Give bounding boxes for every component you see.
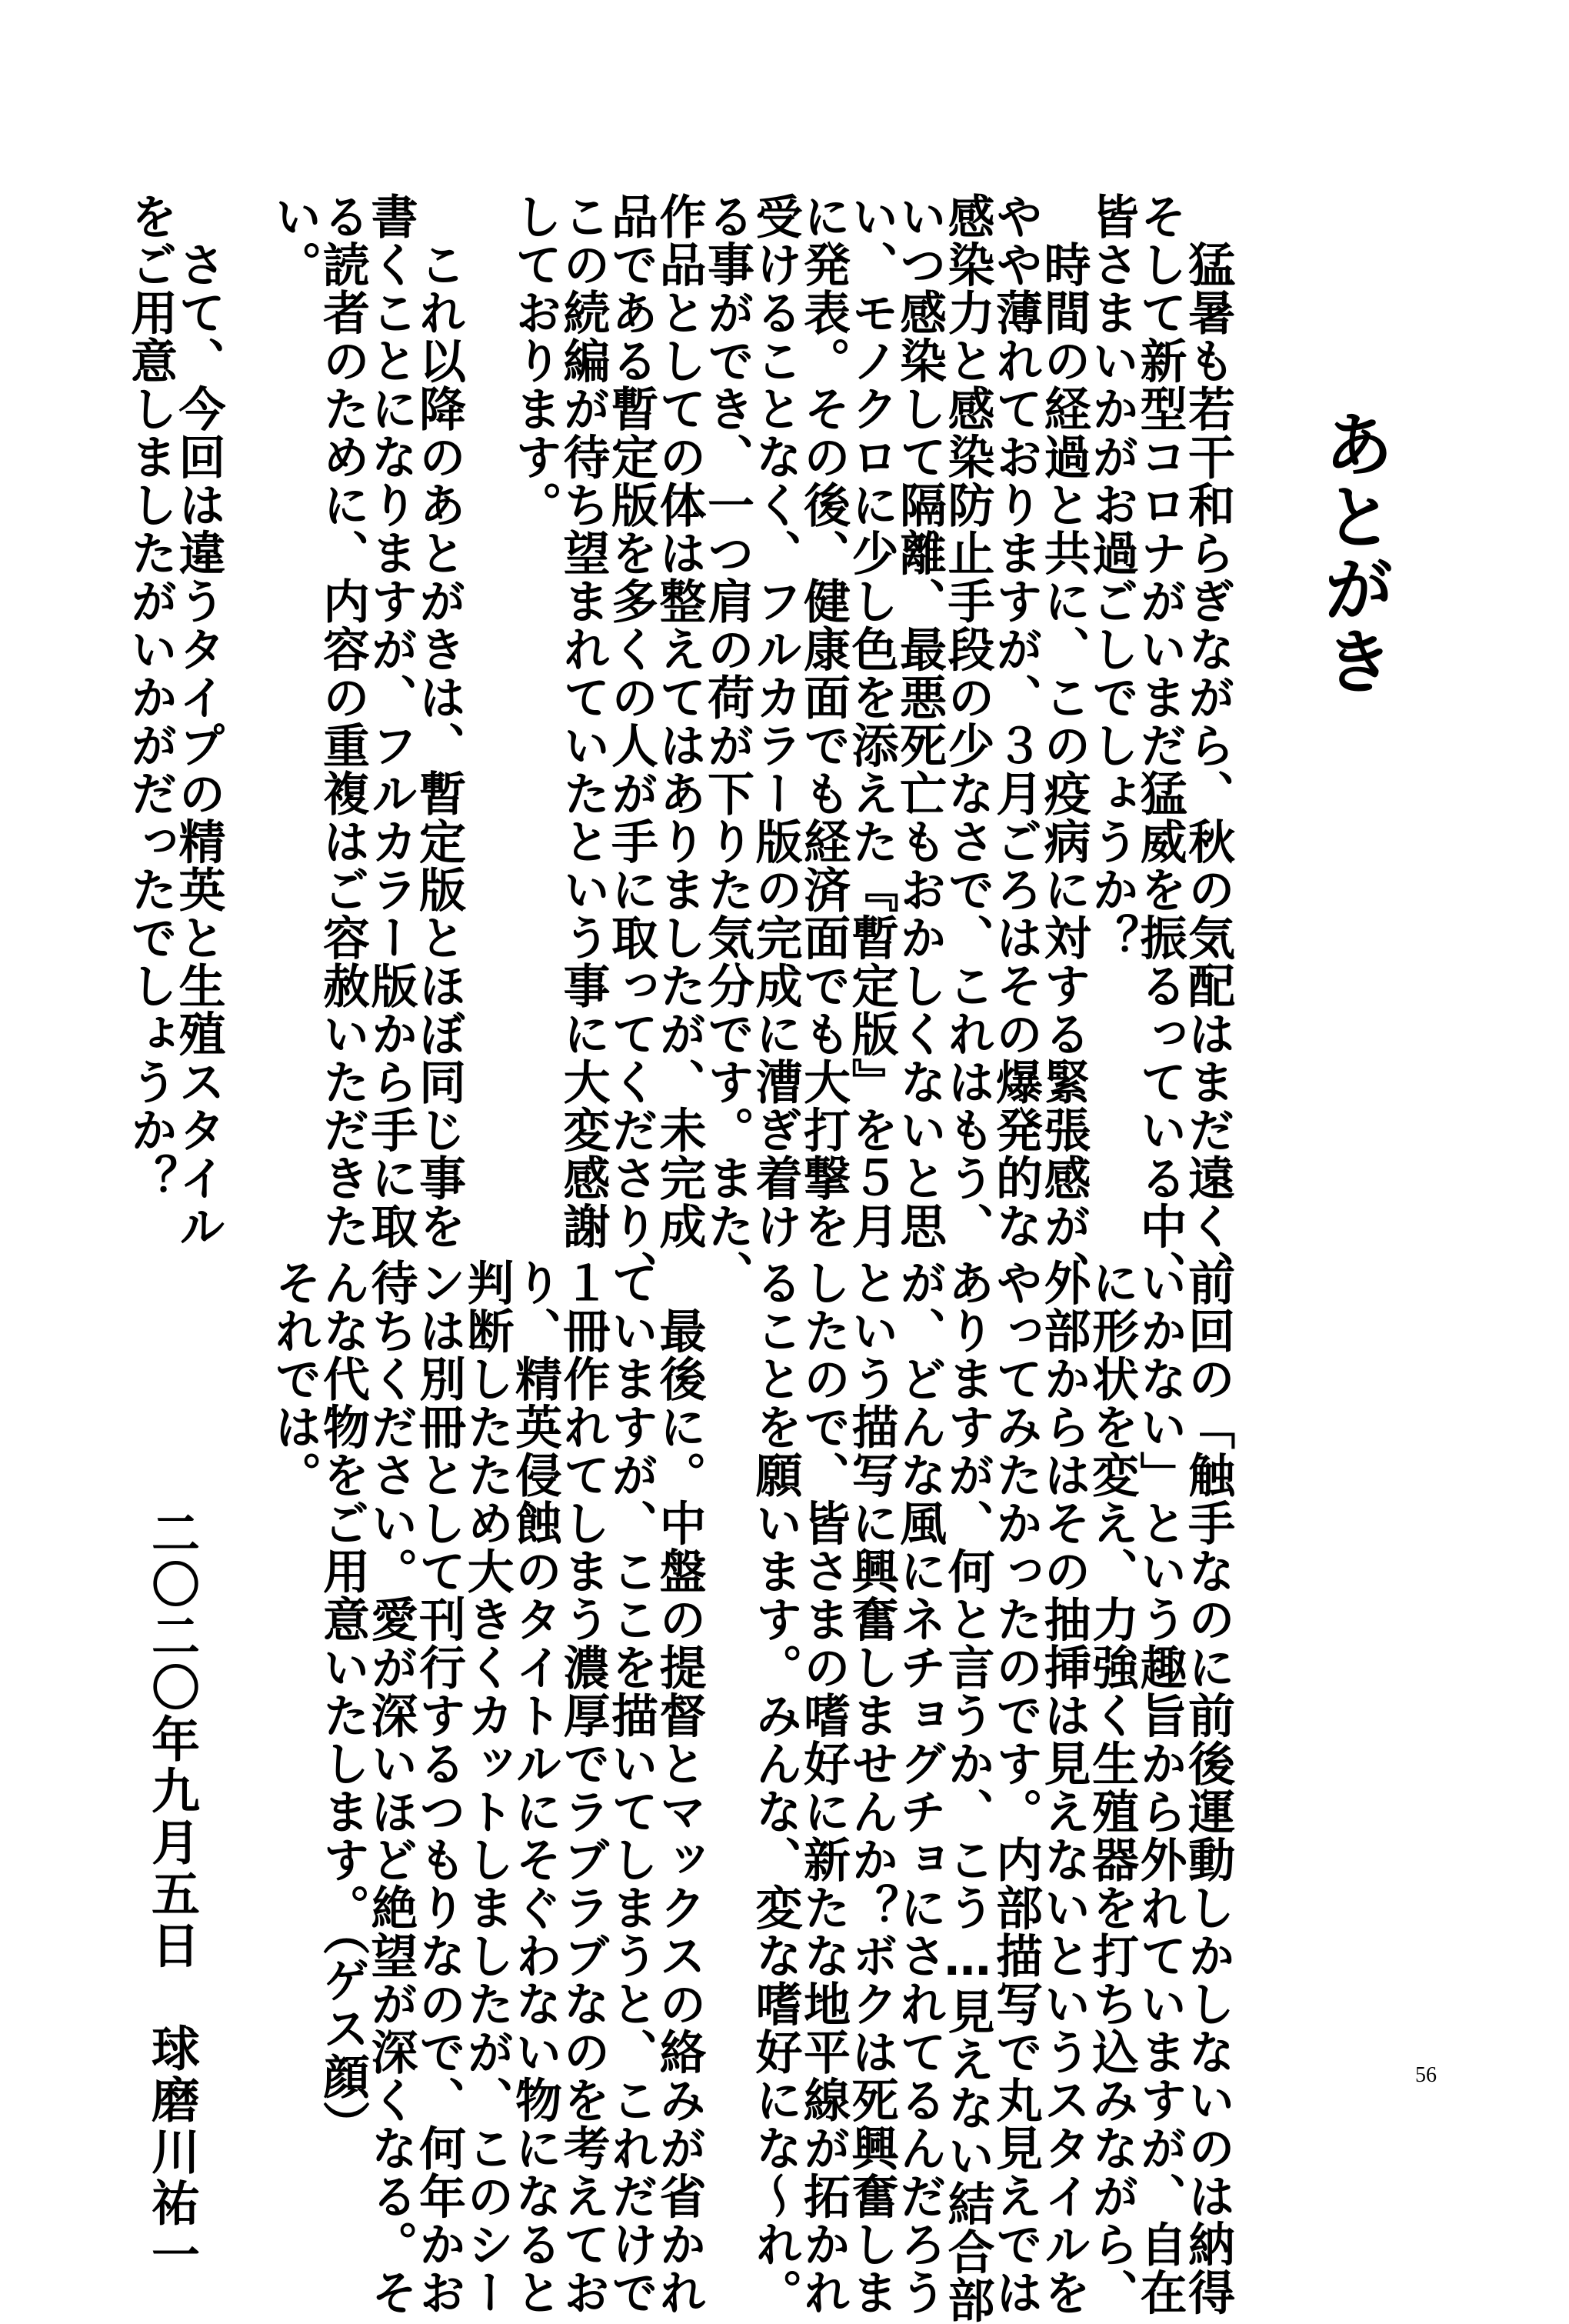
text-column: 前回の「触手なのに前後運動しかしないのは納得	[1181, 1259, 1235, 2316]
text-column: したので、皆さまの嗜好に新たな地平線が拓かれ	[796, 1259, 851, 2316]
text-column: そして新型コロナがいまだ猛威を振るっている中、	[1132, 192, 1188, 1299]
text-column: やってみたかったのです。内部描写で丸見えでは	[988, 1259, 1043, 2316]
text-column: い、モノクロに少し色を添えた『暫定版』を５月	[844, 192, 899, 1250]
text-column: 最後に。中盤の提督とマックスの絡みが省かれ	[651, 1259, 707, 2316]
text-column: 待ちください。愛が深いほど絶望が深くなる。そ	[363, 1259, 418, 2316]
text-column: いつ感染して隔離、最悪死亡もおかしくないと思	[892, 192, 947, 1250]
text-column: る読者のために、内容の重複はご容赦いただきた	[315, 192, 370, 1250]
text-column: ありますが、何と言うか、こう…見えない結合部	[940, 1259, 995, 2324]
text-column: ていますが、ここを描いてしまうと、これだけで	[604, 1259, 658, 2316]
text-column: 判断したため大きくカットしましたが、このシー	[459, 1259, 515, 2316]
text-column: が、どんな風にネチョグチョにされてるんだろう	[892, 1259, 947, 2316]
text-column: １冊作れてしまう濃厚でラブラブなのを考えてお	[555, 1259, 611, 2316]
text-column: いかない」という趣旨から外れていますが、自在	[1132, 1259, 1188, 2316]
signature-date-author: 二〇二〇年九月五日 球磨川祐一	[144, 1508, 200, 2281]
text-column: に形状を変え、力強く生殖器を打ち込みながら、	[1084, 1259, 1139, 2316]
text-column: 受けることなく、フルカラー版の完成に漕ぎ着け	[748, 192, 803, 1250]
text-column: やや薄れておりますが、３月ごろはその爆発的な	[988, 192, 1043, 1250]
text-column: 感染力と感染防止手段の少なさで、これはもう、	[940, 192, 995, 1250]
text-column: この続編が待ち望まれていたという事に大変感謝	[555, 192, 611, 1250]
text-column: 外部からはその抽挿は見えないというスタイルを	[1036, 1259, 1091, 2316]
text-column: る事ができ、一つ肩の荷が下りた気分です。また、	[700, 192, 755, 1299]
text-column: しております。	[508, 192, 562, 529]
text-column: 書くことになりますが、フルカラー版から手に取	[363, 192, 418, 1250]
text-column: これ以降のあとがきは、暫定版とほぼ同じ事を	[411, 192, 466, 1250]
text-column: 猛暑も若干和らぎながら、秋の気配はまだ遠く、	[1181, 192, 1235, 1299]
text-column: をご用意しましたがいかがだったでしょうか？	[123, 192, 178, 1202]
text-column: り、精英侵蝕のタイトルにそぐわない物になると	[508, 1259, 562, 2316]
text-column: ることを願います。みんな、変な嗜好にな～れ。	[748, 1259, 803, 2316]
text-column: い。	[267, 192, 322, 288]
text-column: 皆さまいかがお過ごしでしょうか？	[1084, 192, 1139, 962]
text-column: それでは。	[267, 1259, 322, 1499]
text-column: ンは別冊として刊行するつもりなので、何年かお	[411, 1259, 466, 2316]
text-column: んな代物をご用意いたします。（ゲス顔）	[315, 1259, 370, 2149]
text-column: という描写に興奮しませんか？ボクは死興奮しま	[844, 1259, 899, 2316]
text-column: 作品としての体は整えてはありましたが、未完成	[651, 192, 707, 1250]
text-column: さて、今回は違うタイプの精英と生殖スタイル	[171, 192, 226, 1250]
page-number: 56	[1415, 2063, 1437, 2087]
text-column: 時間の経過と共に、この疫病に対する緊張感が、	[1036, 192, 1091, 1299]
text-column: 品である暫定版を多くの人が手に取ってくださり、	[604, 192, 658, 1299]
page-title: あとがき	[1312, 408, 1395, 697]
text-column: に発表。その後、健康面でも経済面でも大打撃を	[796, 192, 851, 1250]
